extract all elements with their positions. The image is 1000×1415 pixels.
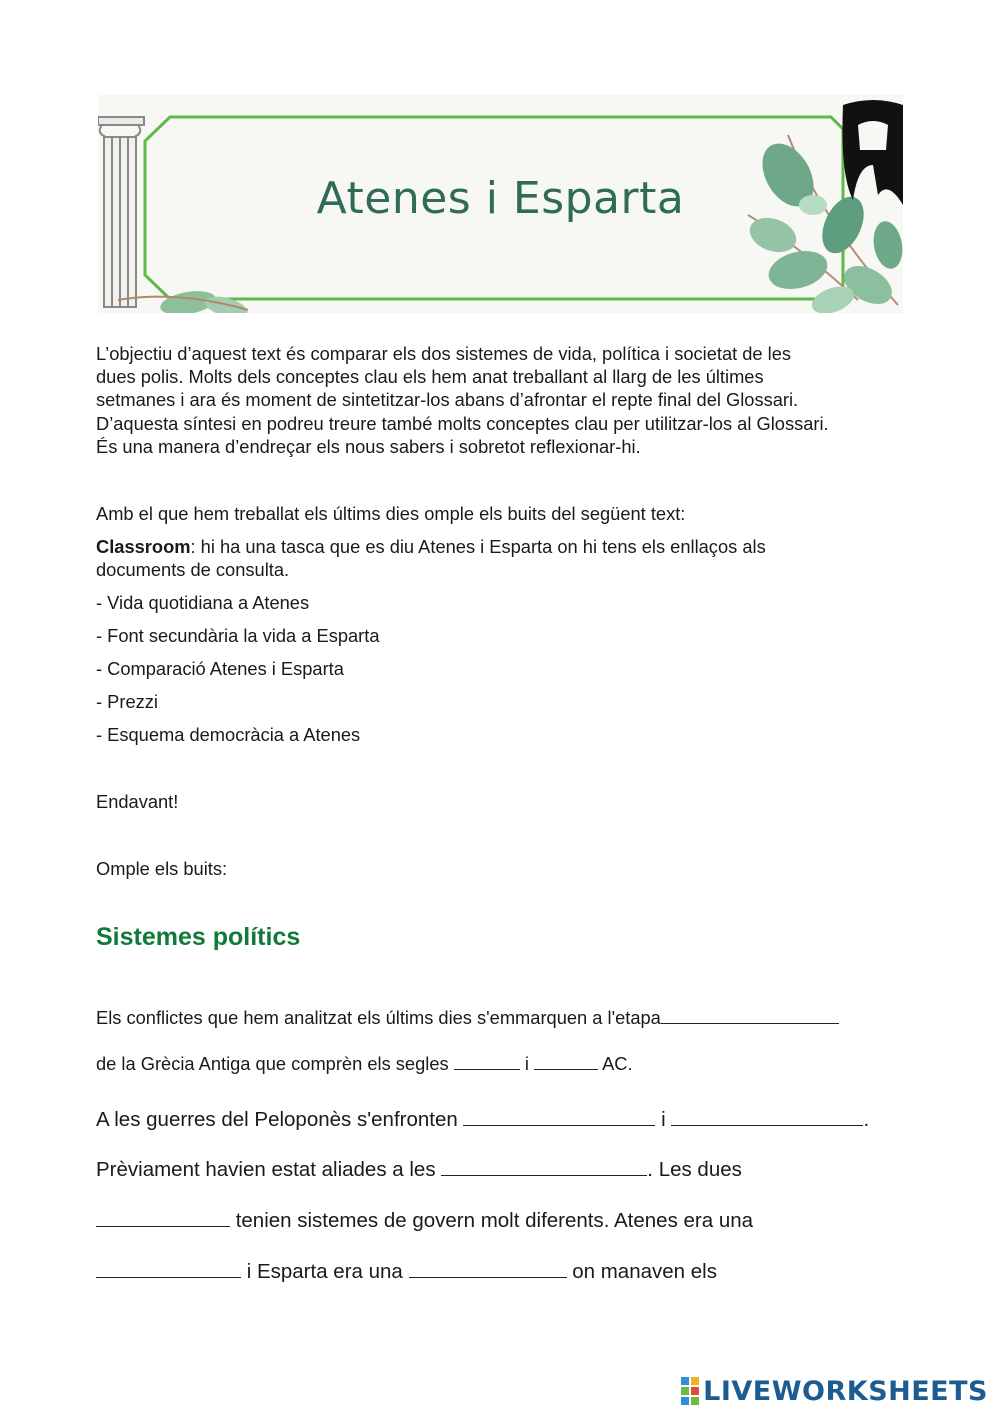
exercise-text: Els conflictes que hem analitzat els últims dies s'emmarquen a l'etapa: [96, 1007, 661, 1028]
blank-field[interactable]: [463, 1109, 655, 1126]
document-item: - Vida quotidiana a Atenes: [96, 592, 310, 613]
exercise-text: on manaven els: [572, 1260, 717, 1283]
leaves-left-icon: [118, 287, 250, 313]
liveworksheets-logo[interactable]: [681, 1376, 988, 1406]
classroom-label: Classroom: [96, 536, 191, 557]
blank-field[interactable]: [454, 1053, 520, 1070]
document-item: - Comparació Atenes i Esparta: [96, 658, 344, 679]
blank-field[interactable]: [409, 1261, 567, 1278]
liveworksheets-mark-icon: [681, 1377, 699, 1405]
blank-field[interactable]: [671, 1109, 863, 1126]
title-banner: [98, 95, 903, 313]
classroom-text: : hi ha una tasca que es diu Atenes i Esparta on hi tens els enllaços als: [190, 536, 766, 557]
exercise-text: .: [863, 1108, 870, 1131]
exercise-text: Prèviament havien estat aliades a les: [96, 1158, 436, 1181]
intro-line: L’objectiu d’aquest text és comparar els dos sistemes de vida, política i societat de les: [96, 343, 792, 364]
document-item: - Esquema democràcia a Atenes: [96, 724, 361, 745]
blank-field[interactable]: [661, 1007, 839, 1024]
exercise-text: A les guerres del Peloponès s'enfronten: [96, 1108, 458, 1131]
exercise-text: AC.: [602, 1053, 633, 1074]
intro-line: dues polis. Molts dels conceptes clau els hem anat treballant al llarg de les últimes: [96, 366, 764, 388]
section-title: Sistemes polítics: [96, 923, 301, 951]
exercise-line-4: [96, 1158, 742, 1181]
intro-line: setmanes i ara és moment de sintetitzar-los abans d’afrontar el repte final del Glossari.: [96, 389, 799, 411]
classroom-note: [96, 535, 766, 581]
banner-title: Atenes i Esparta: [316, 173, 685, 224]
exercise-text: de la Grècia Antiga que comprèn els segles: [96, 1053, 449, 1074]
exercise-line-5: [96, 1209, 753, 1232]
intro-paragraph: [96, 342, 829, 458]
exercise-line-2: [96, 1052, 633, 1075]
blank-field[interactable]: [534, 1053, 598, 1070]
blank-field[interactable]: [96, 1210, 230, 1227]
exercise-text: i: [661, 1108, 666, 1131]
exercise-text: i Esparta era una: [246, 1260, 403, 1283]
intro-line: D’aquesta síntesi en podreu treure també molts conceptes clau per utilitzar-los al Glossari.: [96, 412, 829, 434]
exercise-text: . Les dues: [647, 1158, 742, 1181]
blank-field[interactable]: [441, 1159, 647, 1176]
fill-prompt: Omple els buits:: [96, 858, 228, 879]
exercise-line-3: [96, 1108, 869, 1131]
brand-name: LIVEWORKSHEETS: [703, 1375, 988, 1407]
classroom-text-cont: documents de consulta.: [96, 559, 290, 581]
exercise-text: i: [524, 1053, 529, 1074]
document-item: - Prezzi: [96, 691, 158, 712]
blank-field[interactable]: [96, 1261, 241, 1278]
exercise-line-6: [96, 1260, 717, 1283]
exercise-text: tenien sistemes de govern molt diferents. Atenes era una: [235, 1209, 754, 1232]
intro-line: És una manera d’endreçar els nous sabers i sobretot reflexionar-hi.: [96, 435, 641, 457]
encouragement-text: Endavant!: [96, 791, 179, 812]
instruction-text: Amb el que hem treballat els últims dies omple els buits del següent text:: [96, 503, 686, 524]
document-item: - Font secundària la vida a Esparta: [96, 625, 380, 646]
exercise-line-1: [96, 1006, 839, 1029]
